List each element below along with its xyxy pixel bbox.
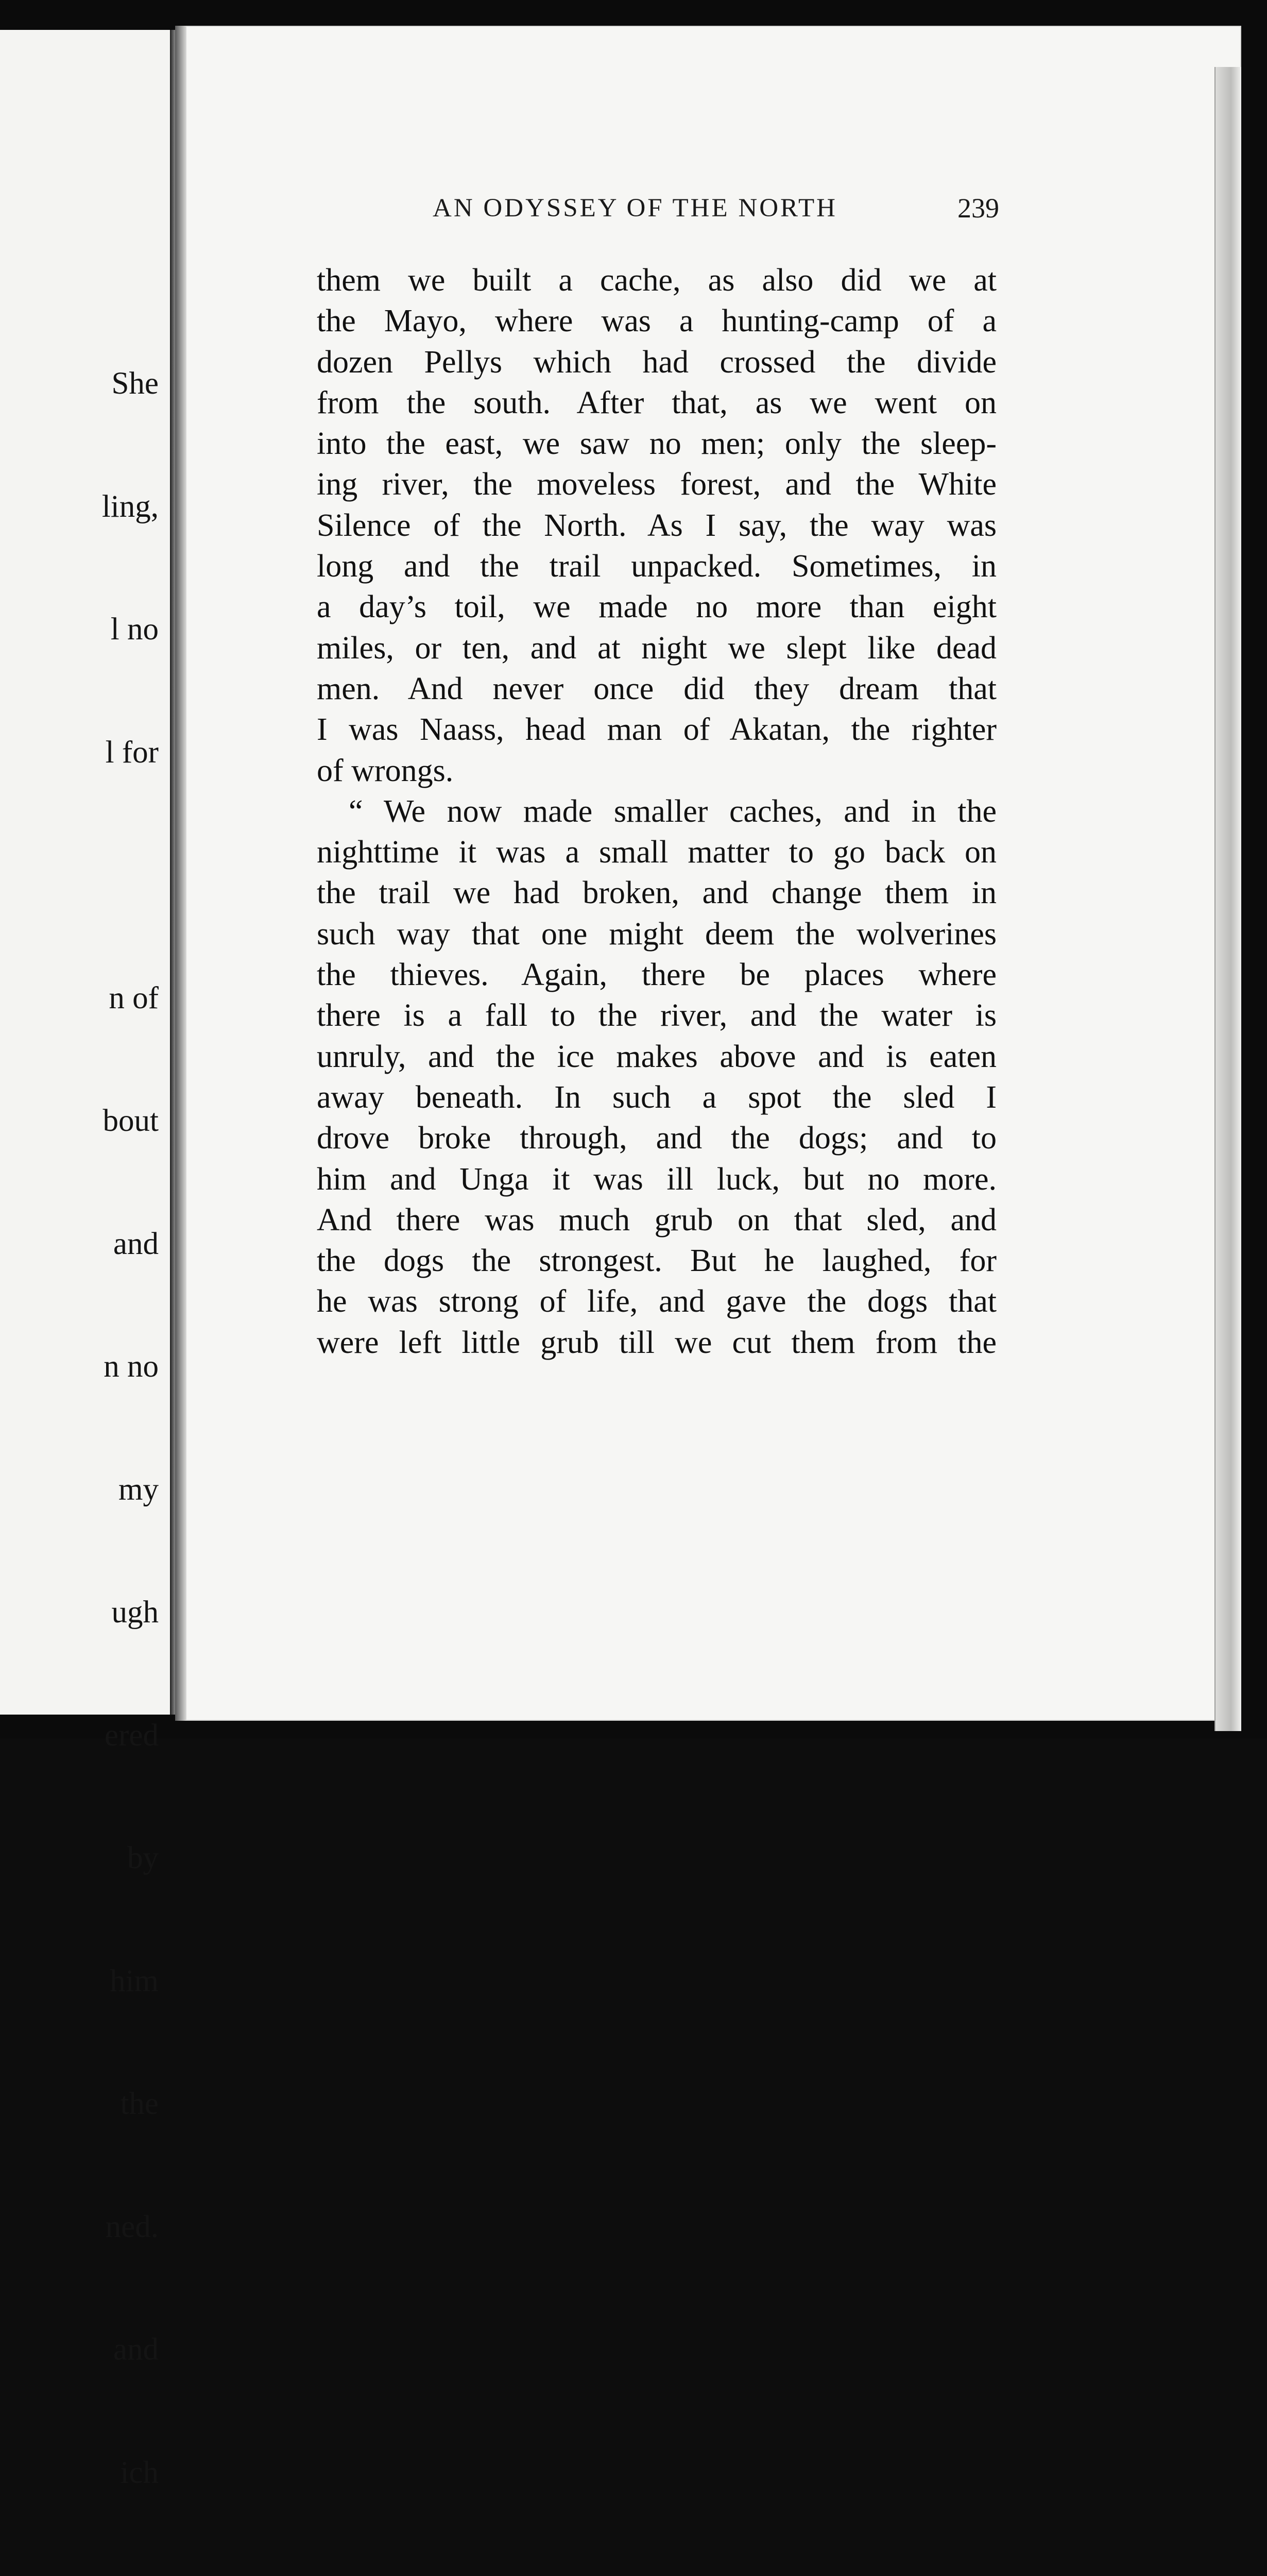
text-line: such way that one might deem the wolverines	[317, 916, 997, 952]
text-line: nighttime it was a small matter to go back on	[317, 835, 997, 870]
page-number: 239	[957, 193, 999, 224]
text-line: the thieves. Again, there be places where	[317, 957, 997, 993]
previous-page-line	[102, 855, 159, 896]
text-line: the trail we had broken, and change them in	[317, 875, 997, 911]
text-line: them we built a cache, as also did we at	[317, 263, 997, 298]
previous-page-line: ich	[120, 2455, 159, 2490]
previous-page-line: She	[111, 366, 159, 401]
previous-page-text	[102, 281, 159, 2576]
page-edge	[1214, 67, 1241, 1731]
body-text	[317, 260, 997, 1363]
text-line: the Mayo, where was a hunting-camp of a	[317, 303, 997, 339]
text-line: men. And never once did they dream that	[317, 671, 997, 706]
previous-page-line: and	[113, 2332, 159, 2367]
previous-page-line: by	[127, 1841, 159, 1875]
text-line: I was Naass, head man of Akatan, the righter	[317, 712, 997, 748]
text-line: unruly, and the ice makes above and is eaten	[317, 1039, 997, 1074]
paragraph-first-line: “ We now made smaller caches, and in the	[349, 793, 997, 829]
previous-page-line: ned.	[105, 2209, 159, 2244]
previous-page-line: l for	[105, 735, 159, 770]
previous-page-line: bout	[102, 1104, 159, 1138]
previous-page-line: and	[113, 1226, 159, 1261]
previous-page	[0, 30, 173, 2490]
previous-page-line: my	[118, 1472, 159, 1507]
text-line: ing river, the moveless forest, and the White	[317, 467, 997, 502]
running-head-title: AN ODYSSEY OF THE NORTH	[433, 194, 837, 223]
previous-page-line: the	[120, 2087, 159, 2121]
text-line: the dogs the strongest. But he laughed, for	[317, 1243, 997, 1279]
previous-page-line: ling,	[101, 489, 159, 524]
text-line: drove broke through, and the dogs; and to	[317, 1121, 997, 1156]
previous-page-line: l no	[110, 612, 159, 647]
text-line: long and the trail unpacked. Sometimes, in	[317, 549, 997, 584]
previous-page-line: n of	[109, 980, 159, 1015]
text-line: there is a fall to the river, and the water is	[317, 998, 997, 1033]
text-line: from the south. After that, as we went on	[317, 385, 997, 420]
text-line: dozen Pellys which had crossed the divide	[317, 344, 997, 380]
text-line: a day’s toil, we made no more than eight	[317, 589, 997, 625]
text-line: were left little grub till we cut them from the	[317, 1325, 997, 1360]
text-line: Silence of the North. As I say, the way was	[317, 507, 997, 543]
previous-page-line: ugh	[111, 1595, 159, 1630]
text-line: him and Unga it was ill luck, but no more.	[317, 1161, 997, 1197]
previous-page-line: him	[110, 1963, 159, 1998]
previous-page-line: n no	[104, 1349, 159, 1384]
paragraph-end-line: of wrongs.	[317, 753, 454, 788]
text-line: into the east, we saw no men; only the sleep-	[317, 426, 997, 462]
previous-page-line: ered	[105, 1718, 159, 1753]
text-line: away beneath. In such a spot the sled I	[317, 1079, 997, 1115]
running-head	[258, 193, 999, 234]
text-line: he was strong of life, and gave the dogs that	[317, 1284, 997, 1319]
text-line: And there was much grub on that sled, and	[317, 1202, 997, 1238]
text-line: miles, or ten, and at night we slept like dead	[317, 630, 997, 666]
spine-shadow	[175, 26, 186, 1721]
